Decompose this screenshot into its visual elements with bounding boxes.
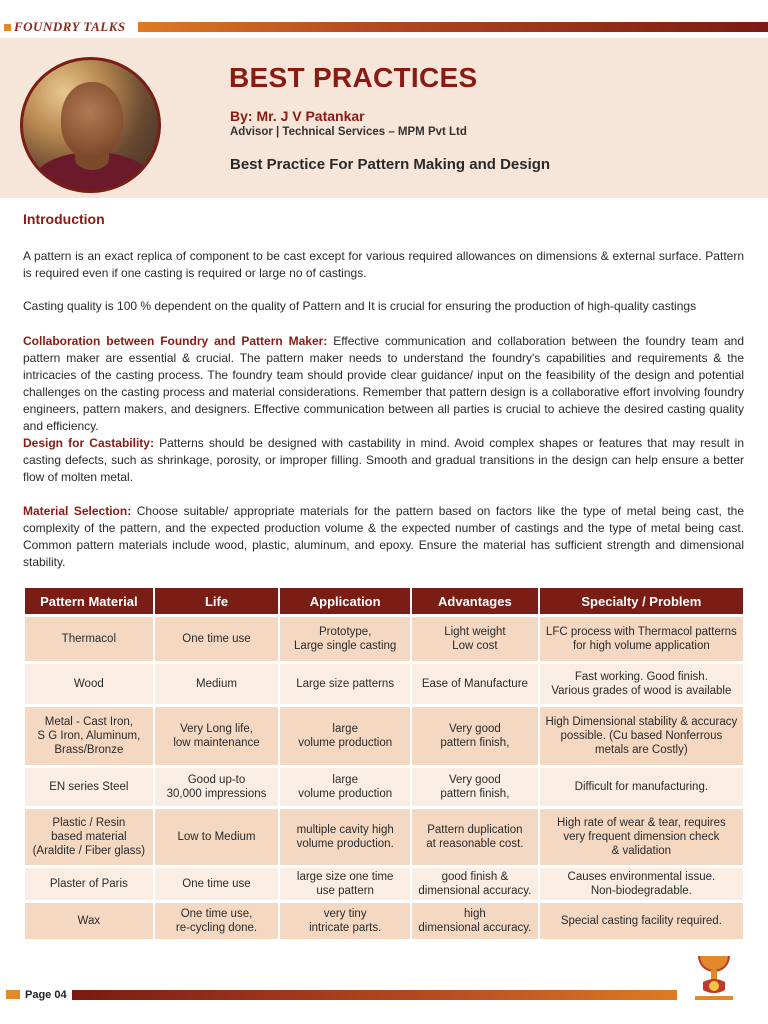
paragraph-collaboration [23, 333, 744, 435]
author-role: Advisor | Technical Services – MPM Pvt Ltd [230, 126, 467, 138]
section-tag: FOUNDRY TALKS [0, 18, 126, 36]
header-life: Life [155, 588, 279, 614]
footer-marker [6, 990, 20, 999]
table-cell: Special casting facility required. [540, 903, 743, 939]
table-row [25, 868, 743, 900]
table-cell: Low to Medium [155, 809, 279, 865]
table-cell: LFC process with Thermacol patterns for high volume application [540, 617, 743, 661]
pattern-material-table [23, 585, 745, 942]
table-cell: very tiny intricate parts. [280, 903, 410, 939]
table-row [25, 768, 743, 806]
table-cell: Causes environmental issue. Non-biodegradable. [540, 868, 743, 900]
collaboration-label: Collaboration between Foundry and Pattern Maker: [23, 334, 328, 348]
table-cell: Very good pattern finish, [412, 707, 538, 765]
collaboration-text: Effective communication and collaboration between the foundry team and pattern maker are essential & crucial. The pattern maker needs to understand the foundry's capabilities and requirements & the intricacies of the casting process. The foundry team should provide clear guidance/ input on the feasibility of the design and potential challenges on the casting process and material considerations. Remember that pattern design is a collaborative effort involving foundry engineers, pattern makers, and designers. Effective communication between all parties is crucial to achieve the desired casting quality and efficiency. [23, 334, 744, 433]
table-cell: Plaster of Paris [25, 868, 153, 900]
header-application: Application [280, 588, 410, 614]
author-name: By: Mr. J V Patankar [230, 108, 365, 124]
table-cell: Metal - Cast Iron, S G Iron, Aluminum, Brass/Bronze [25, 707, 153, 765]
table-cell: Prototype, Large single casting [280, 617, 410, 661]
material-text: Choose suitable/ appropriate materials for the pattern based on factors like the type of metal being cast, the complexity of the pattern, and the expected production volume & the expected number of castings and the type of metal being cast. Common pattern materials include wood, plastic, aluminum, and epoxy. Ensure the material has sufficient strength and dimensional stability. [23, 504, 745, 569]
table-row [25, 809, 743, 865]
table-cell: Very good pattern finish, [412, 768, 538, 806]
header-pattern-material: Pattern Material [25, 588, 153, 614]
design-text: Patterns should be designed with castability in mind. Avoid complex shapes or features that may result in casting defects, such as shrinkage, porosity, or improper filling. Smooth and gradual transitions in the design can help ensure a better flow of molten metal. [23, 436, 744, 484]
article-subtitle: Best Practice For Pattern Making and Design [230, 156, 551, 173]
table-cell: Fast working. Good finish. Various grades of wood is available [540, 664, 743, 704]
table-cell: EN series Steel [25, 768, 153, 806]
table-body [25, 617, 743, 939]
author-portrait [20, 57, 161, 193]
header-advantages: Advantages [412, 588, 538, 614]
page-number: Page 04 [25, 989, 67, 1001]
table-header-row [25, 588, 743, 614]
paragraph-quality: Casting quality is 100 % dependent on the quality of Pattern and It is crucial for ensuring the production of high-quality castings [23, 299, 697, 313]
header-specialty: Specialty / Problem [540, 588, 743, 614]
top-stripe [138, 22, 768, 32]
table-cell: Light weight Low cost [412, 617, 538, 661]
table-row [25, 617, 743, 661]
table-cell: Medium [155, 664, 279, 704]
page-title: BEST PRACTICES [229, 62, 478, 93]
table-cell: good finish & dimensional accuracy. [412, 868, 538, 900]
paragraph-intro: A pattern is an exact replica of component to be cast except for various required allowances on dimensions & external surface. Pattern is required even if one casting is required or large no of castings. [23, 249, 744, 280]
table-cell: Good up-to 30,000 impressions [155, 768, 279, 806]
table-cell: Ease of Manufacture [412, 664, 538, 704]
table-cell: High rate of wear & tear, requires very frequent dimension check & validation [540, 809, 743, 865]
table-cell: High Dimensional stability & accuracy possible. (Cu based Nonferrous metals are Costly) [540, 707, 743, 765]
table-cell: Pattern duplication at reasonable cost. [412, 809, 538, 865]
page-footer [0, 987, 768, 1003]
publisher-logo [691, 950, 737, 1002]
top-banner [0, 18, 768, 36]
table-row [25, 903, 743, 939]
table-cell: One time use [155, 868, 279, 900]
table-cell: large volume production [280, 768, 410, 806]
paragraph-design [23, 435, 744, 486]
table-cell: large volume production [280, 707, 410, 765]
table-cell: Difficult for manufacturing. [540, 768, 743, 806]
material-label: Material Selection: [23, 504, 132, 518]
design-label: Design for Castability: [23, 436, 154, 450]
table-cell: multiple cavity high volume production. [280, 809, 410, 865]
table-cell: Wax [25, 903, 153, 939]
table-cell: high dimensional accuracy. [412, 903, 538, 939]
table-cell: Wood [25, 664, 153, 704]
table-cell: One time use [155, 617, 279, 661]
table-cell: Thermacol [25, 617, 153, 661]
table-cell: Plastic / Resin based material (Araldite / Fiber glass) [25, 809, 153, 865]
table-cell: One time use, re-cycling done. [155, 903, 279, 939]
table-row [25, 707, 743, 765]
table-cell: Very Long life, low maintenance [155, 707, 279, 765]
table-row [25, 664, 743, 704]
introduction-heading: Introduction [23, 211, 105, 227]
table-cell: large size one time use pattern [280, 868, 410, 900]
table-cell: Large size patterns [280, 664, 410, 704]
footer-stripe [72, 990, 677, 1000]
paragraph-material [23, 503, 744, 571]
